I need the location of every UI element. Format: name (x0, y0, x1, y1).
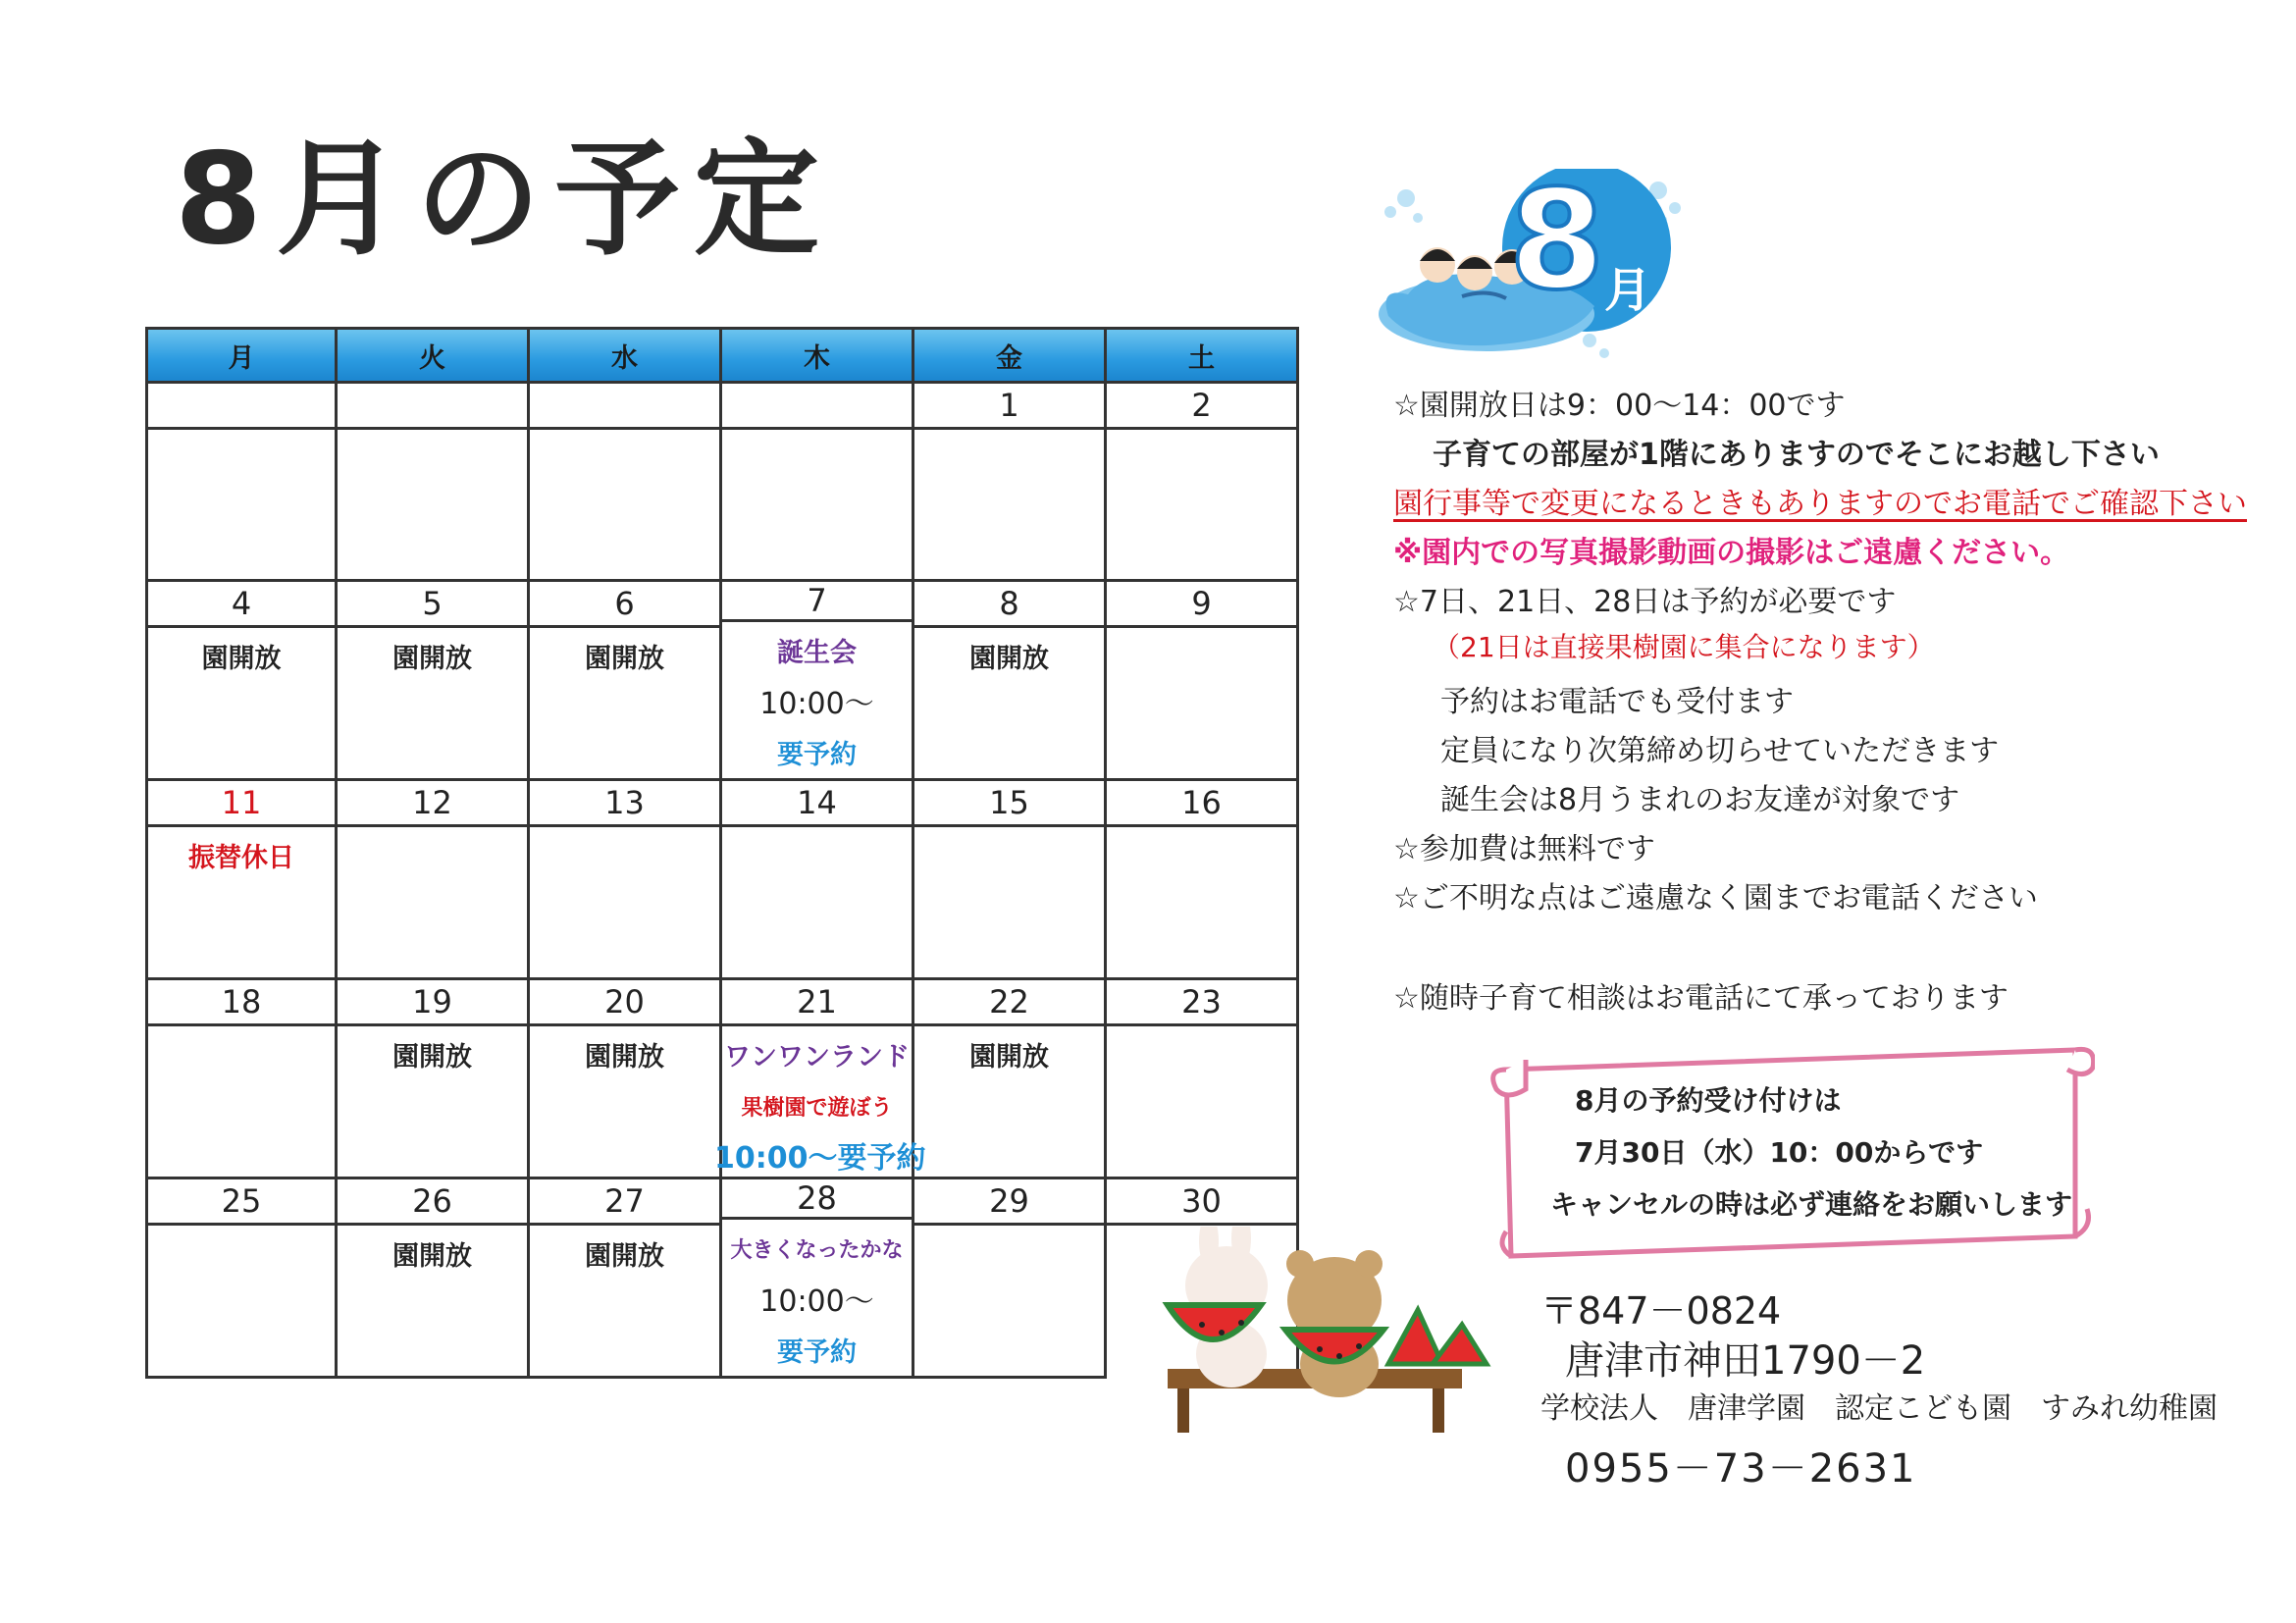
event-open-day: 園開放 (585, 1042, 664, 1073)
day-number: 9 (1107, 582, 1296, 628)
scroll-line-2: 7月30日（水）10：00からです (1575, 1136, 1984, 1169)
event-wanwan-land: ワンワンランド (724, 1042, 910, 1073)
event-reservation: 要予約 (777, 1337, 857, 1368)
day-number: 21 (722, 980, 912, 1026)
event-time-reservation: 10:00～要予約 (714, 1141, 926, 1176)
day-number: 20 (530, 980, 719, 1026)
day-number (722, 384, 912, 430)
day-number: 16 (1107, 781, 1296, 827)
day-number: 12 (338, 781, 527, 827)
calendar (145, 327, 1299, 1379)
calendar-day (530, 384, 722, 582)
note-open-hours: ☆園開放日は9：00～14：00です (1393, 389, 1846, 423)
day-number: 27 (530, 1179, 719, 1226)
page-title: 8月の予定 (175, 127, 834, 273)
day-number: 14 (722, 781, 912, 827)
note-free: ☆参加費は無料です (1393, 832, 1655, 866)
scroll-line-3: キャンセルの時は必ず連絡をお願いします (1550, 1188, 2073, 1221)
calendar-day (722, 1179, 914, 1379)
day-number: 23 (1107, 980, 1296, 1026)
calendar-week (145, 1179, 1299, 1379)
event-holiday: 振替休日 (188, 843, 294, 873)
day-number: 1 (914, 384, 1104, 430)
day-number: 30 (1107, 1179, 1296, 1226)
event-orchard: 果樹園で遊ぼう (741, 1096, 893, 1121)
calendar-day (338, 1179, 530, 1379)
day-number: 19 (338, 980, 527, 1026)
organization-name: 学校法人 唐津学園 認定こども園 すみれ幼稚園 (1540, 1391, 2218, 1426)
weekday-sat: 土 (1107, 327, 1299, 384)
scroll-line-1: 8月の予約受け付けは (1575, 1084, 1842, 1117)
calendar-week (145, 582, 1299, 781)
badge-month-number: 8 (1509, 161, 1605, 321)
day-number: 5 (338, 582, 527, 628)
note-consultation: ☆随時子育て相談はお電話にて承っております (1393, 981, 2009, 1016)
calendar-day (530, 1179, 722, 1379)
calendar-day (1107, 582, 1299, 781)
day-number (148, 384, 335, 430)
watermelon-animals-illustration (1148, 1227, 1501, 1462)
event-open-day: 園開放 (585, 644, 664, 674)
day-number: 22 (914, 980, 1104, 1026)
day-number: 6 (530, 582, 719, 628)
note-birthday-target: 誕生会は8月うまれのお友達が対象です (1440, 783, 1960, 817)
day-number: 4 (148, 582, 335, 628)
day-number: 13 (530, 781, 719, 827)
weekday-thu: 木 (722, 327, 914, 384)
day-number (530, 384, 719, 430)
calendar-day (338, 384, 530, 582)
event-open-day: 園開放 (969, 1042, 1049, 1073)
calendar-day (1107, 980, 1299, 1179)
event-birthday: 誕生会 (777, 638, 857, 668)
note-no-photo: ※園内での写真撮影動画の撮影はご遠慮ください。 (1393, 536, 2070, 570)
event-open-day: 園開放 (585, 1241, 664, 1272)
badge-month-unit: 月 (1604, 263, 1652, 318)
day-number: 25 (148, 1179, 335, 1226)
day-number: 18 (148, 980, 335, 1026)
weekday-tue: 火 (338, 327, 530, 384)
event-open-day: 園開放 (392, 644, 472, 674)
calendar-day (338, 980, 530, 1179)
calendar-day (1107, 781, 1299, 980)
calendar-day (1107, 384, 1299, 582)
calendar-day (722, 582, 914, 781)
day-number (338, 384, 527, 430)
event-time: 10:00～ (759, 1284, 874, 1319)
day-number: 28 (722, 1179, 912, 1220)
note-capacity: 定員になり次第締め切らせていただきます (1440, 734, 2000, 768)
calendar-day (530, 781, 722, 980)
calendar-week (145, 781, 1299, 980)
reservation-scroll (1487, 1030, 2095, 1266)
day-number: 29 (914, 1179, 1104, 1226)
note-orchard-meet: （21日は直接果樹園に集合になります） (1433, 631, 1935, 663)
day-number: 2 (1107, 384, 1296, 430)
note-reservation-days: ☆7日、21日、28日は予約が必要です (1393, 585, 1897, 619)
calendar-header (145, 327, 1299, 384)
phone-number: 0955－73－2631 (1565, 1446, 1917, 1492)
day-number: 15 (914, 781, 1104, 827)
event-open-day: 園開放 (392, 1042, 472, 1073)
day-number: 26 (338, 1179, 527, 1226)
calendar-day (914, 980, 1107, 1179)
note-questions: ☆ご不明な点はご遠慮なく園までお電話ください (1393, 881, 2038, 916)
event-growth-check: 大きくなったかな (730, 1238, 904, 1263)
calendar-day (722, 384, 914, 582)
event-open-day: 園開放 (201, 644, 282, 674)
calendar-day (145, 781, 338, 980)
day-number: 8 (914, 582, 1104, 628)
calendar-day (145, 384, 338, 582)
calendar-week (145, 384, 1299, 582)
street-address: 唐津市神田1790－2 (1565, 1338, 1926, 1384)
weekday-mon: 月 (145, 327, 338, 384)
event-reservation: 要予約 (777, 740, 857, 770)
note-phone-reservation: 予約はお電話でも受付ます (1440, 685, 1794, 719)
event-time: 10:00～ (759, 687, 874, 721)
note-schedule-change: 園行事等で変更になるときもありますのでお電話でご確認下さい (1393, 487, 2247, 521)
calendar-day (530, 582, 722, 781)
calendar-day (914, 1179, 1107, 1379)
calendar-day (530, 980, 722, 1179)
postal-code: 〒847－0824 (1540, 1289, 1782, 1333)
calendar-day (145, 1179, 338, 1379)
calendar-day (914, 582, 1107, 781)
calendar-day (338, 582, 530, 781)
event-open-day: 園開放 (392, 1241, 472, 1272)
calendar-day (914, 384, 1107, 582)
calendar-day (338, 781, 530, 980)
calendar-day (722, 781, 914, 980)
weekday-fri: 金 (914, 327, 1107, 384)
calendar-day (145, 582, 338, 781)
note-room-location: 子育ての部屋が1階にありますのでそこにお越し下さい (1433, 438, 2160, 472)
day-number: 11 (148, 781, 335, 827)
weekday-wed: 水 (530, 327, 722, 384)
day-number: 7 (722, 582, 912, 622)
calendar-day (145, 980, 338, 1179)
calendar-day (914, 781, 1107, 980)
event-open-day: 園開放 (969, 644, 1049, 674)
